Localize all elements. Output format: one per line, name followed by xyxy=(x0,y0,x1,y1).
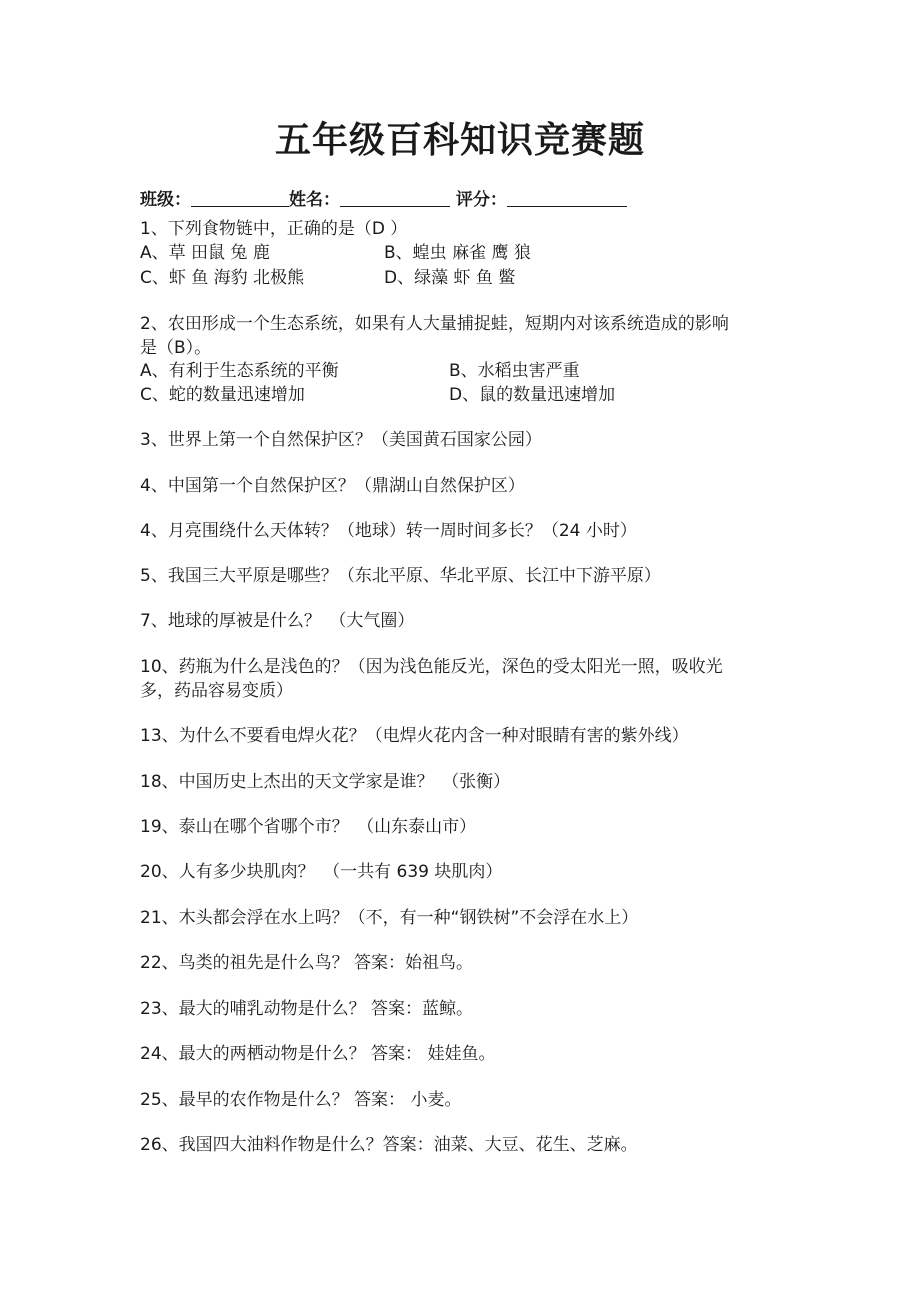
name-label: 姓名： xyxy=(289,190,340,210)
q2-question-line2: 是（B）。 xyxy=(140,338,212,358)
question-item: 25、最早的农作物是什么？ 答案： 小麦。 xyxy=(140,1090,462,1110)
q1-question: 1、下列食物链中，正确的是（D ） xyxy=(140,219,408,239)
question-item: 3、世界上第一个自然保护区？（美国黄石国家公园） xyxy=(140,430,542,450)
score-label: 评分： xyxy=(455,190,507,210)
question-item: 4、月亮围绕什么天体转？（地球）转一周时间多长？（24 小时） xyxy=(140,521,637,541)
q2-option-d: D、鼠的数量迅速增加 xyxy=(449,385,616,405)
q1-option-d: D、绿藻 虾 鱼 鳖 xyxy=(384,268,516,288)
question-item: 10、药瓶为什么是浅色的？（因为浅色能反光，深色的受太阳光一照，吸收光 xyxy=(140,657,723,677)
class-label: 班级： xyxy=(140,190,191,210)
question-item: 13、为什么不要看电焊火花？（电焊火花内含一种对眼睛有害的紫外线） xyxy=(140,726,689,746)
q2-option-a: A、有利于生态系统的平衡 xyxy=(140,361,339,381)
q1-option-a: A、草 田鼠 兔 鹿 xyxy=(140,243,270,263)
name-blank xyxy=(340,190,450,207)
question-item: 18、中国历史上杰出的天文学家是谁？ （张衡） xyxy=(140,772,511,792)
question-item-continued: 多，药品容易变质） xyxy=(140,681,293,701)
question-item: 19、泰山在哪个省哪个市？ （山东泰山市） xyxy=(140,817,477,837)
question-item: 7、地球的厚被是什么？ （大气圈） xyxy=(140,611,415,631)
question-item: 26、我国四大油料作物是什么？答案：油菜、大豆、花生、芝麻。 xyxy=(140,1135,638,1155)
q1-option-b: B、蝗虫 麻雀 鹰 狼 xyxy=(384,243,531,263)
student-info-row xyxy=(140,188,627,212)
score-blank xyxy=(507,190,627,207)
question-item: 21、木头都会浮在水上吗？（不，有一种“钢铁树”不会浮在水上） xyxy=(140,908,639,928)
question-item: 22、鸟类的祖先是什么鸟？ 答案：始祖鸟。 xyxy=(140,953,474,973)
question-item: 20、人有多少块肌肉？ （一共有 639 块肌肉） xyxy=(140,862,503,882)
class-blank xyxy=(191,190,289,207)
q1-option-c: C、虾 鱼 海豹 北极熊 xyxy=(140,268,305,288)
q2-question-line1: 2、农田形成一个生态系统，如果有人大量捕捉蛙，短期内对该系统造成的影响 xyxy=(140,314,729,334)
page-title: 五年级百科知识竞赛题 xyxy=(274,120,645,161)
q2-option-c: C、蛇的数量迅速增加 xyxy=(140,385,305,405)
question-item: 23、最大的哺乳动物是什么？ 答案：蓝鲸。 xyxy=(140,999,474,1019)
question-item: 4、中国第一个自然保护区？（鼎湖山自然保护区） xyxy=(140,476,525,496)
question-item: 5、我国三大平原是哪些？（东北平原、华北平原、长江中下游平原） xyxy=(140,566,661,586)
q2-option-b: B、水稻虫害严重 xyxy=(449,361,580,381)
question-item: 24、最大的两栖动物是什么？ 答案： 娃娃鱼。 xyxy=(140,1044,496,1064)
